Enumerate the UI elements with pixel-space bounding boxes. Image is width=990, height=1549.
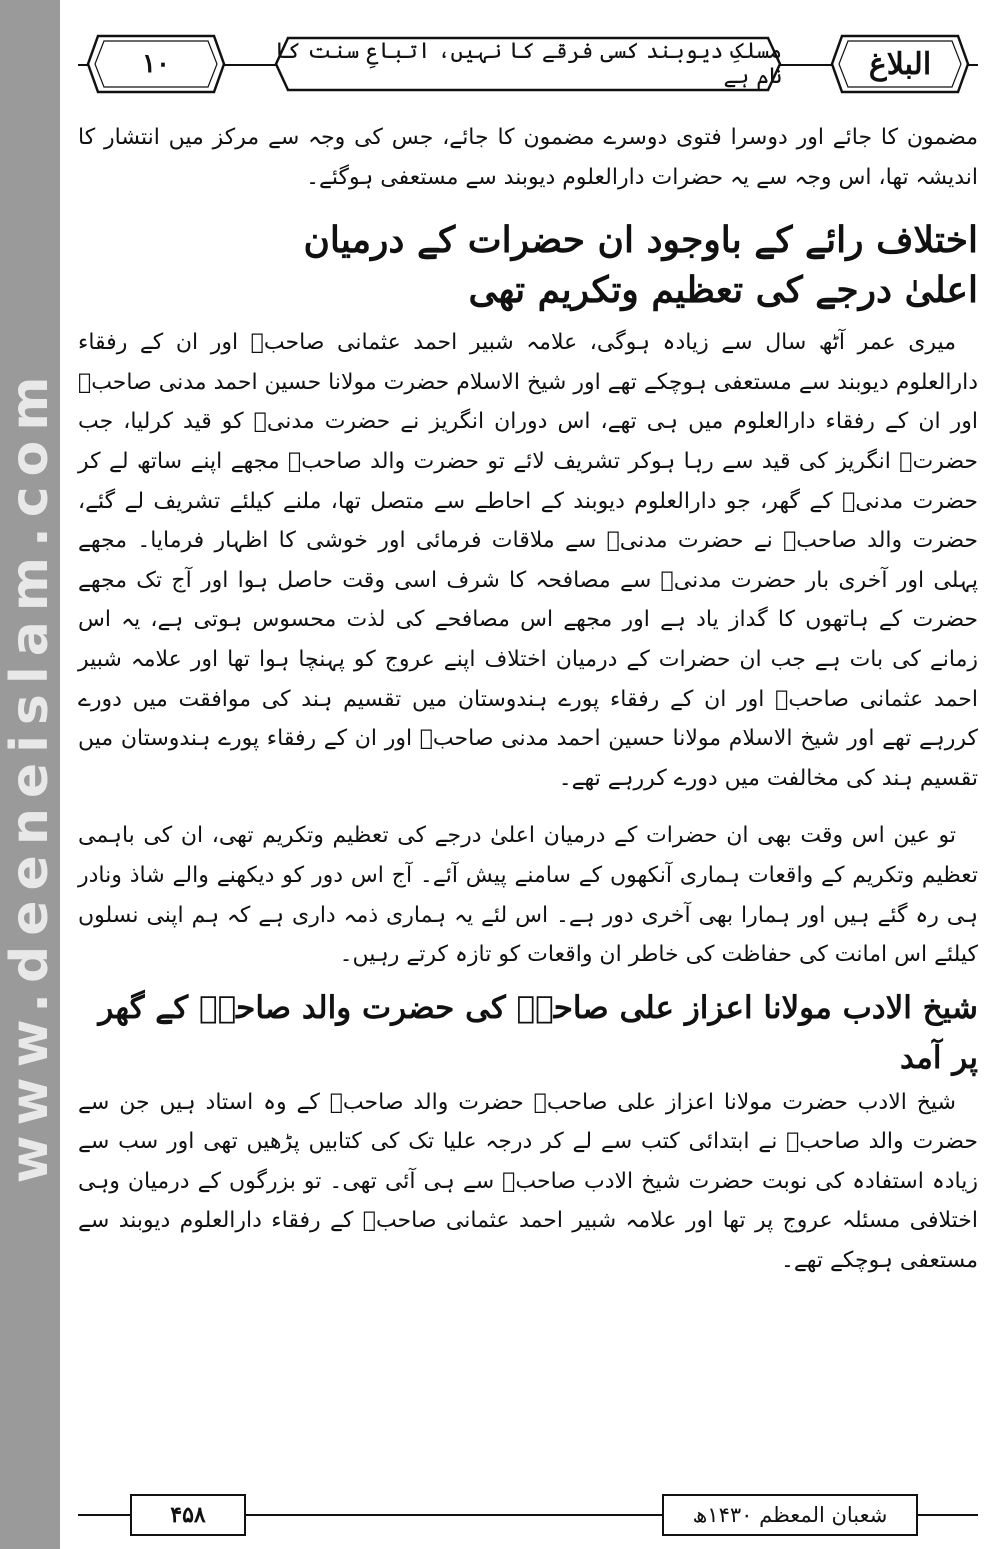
page-footer xyxy=(78,1492,978,1538)
running-title: مسلکِ دیوبند کسی فرقے کا نہیں، اتباعِ سنت کا نام ہے xyxy=(274,39,782,89)
page-number-frame xyxy=(86,34,226,94)
paragraph-2: تو عین اس وقت بھی ان حضرات کے درمیان اعلیٰ درجے کی تعظیم وتکریم تھی، ان کی باہمی تعظیم وتکریم کے واقعات ہماری آنکھوں کے سامنے پیش آئے۔ آج اس دور کو دیکھنے والے شاذ ونادر ہی رہ گئے ہیں اور ہمارا بھی آخری دور ہے۔ اس لئے یہ ہماری ذمہ داری ہے کہ ہم اپنی نسلوں کیلئے اس امانت کی حفاظت کی خاطر ان واقعات کو تازہ کرتے رہیں۔ xyxy=(78,823,978,968)
section-heading-1-line-1: اختلاف رائے کے باوجود ان حضرات کے درمیان xyxy=(303,219,978,262)
watermark-strip xyxy=(0,0,60,1549)
paragraph-3: شیخ الادب حضرت مولانا اعزاز علی صاحبؒ حضرت والد صاحبؒ کے وہ استاد ہیں جن سے حضرت والد صاحبؒ نے ابتدائی کتب سے لے کر درجہ علیا تک کی کتابیں پڑھیں تھی اور سب سے زیادہ استفادہ کی نوبت حضرت شیخ الادب صاحبؒ سے ہی آئی تھی۔ تو بزرگوں کے درمیان وہی اختلافی مسئلہ عروج پر تھا اور علامہ شبیر احمد عثمانی صاحبؒ کے رفقاء دارالعلوم دیوبند سے مستعفی ہوچکے تھے۔ xyxy=(78,1089,978,1274)
paragraph-1: میری عمر آٹھ سال سے زیادہ ہوگی، علامہ شبیر احمد عثمانی صاحبؒ اور ان کے رفقاء دارالعلوم دیوبند سے مستعفی ہوچکے تھے اور شیخ الاسلام حضرت مولانا حسین احمد مدنی صاحبؒ اور ان کے رفقاء دارالعلوم میں ہی تھے، اس دوران انگریز نے حضرت مدنیؒ کو قید کرلیا، جب حضرتؒ انگریز کی قید سے رہا ہوکر تشریف لائے تو حضرت والد صاحبؒ مجھے اپنے ساتھ لے کر حضرت مدنیؒ کے گھر، جو دارالعلوم دیوبند کے احاطے سے متصل تھا، ملنے کیلئے تشریف لے گئے، حضرت والد صاحبؒ نے حضرت مدنیؒ سے ملاقات فرمائی اور خوشی کا اظہار فرمایا۔ مجھے پہلی اور آخری بار حضرت مدنیؒ سے مصافحہ کا شرف اسی وقت حاصل ہوا اور آج تک مجھے حضرت کے ہاتھوں کا گداز یاد ہے اور مجھے اس مصافحے کی لذت محسوس ہوتی ہے، یہ اس زمانے کی بات ہے جب ان حضرات کے درمیان اختلاف اپنے عروج کو پہنچا ہوا تھا اور علامہ شبیر احمد عثمانی صاحبؒ اور ان کے رفقاء پورے ہندوستان میں تقسیم ہند کی موافقت میں دورے کررہے تھے اور شیخ الاسلام مولانا حسین احمد مدنی صاحبؒ اور ان کے رفقاء پورے ہندوستان میں تقسیم ہند کی مخالفت میں دورے کررہے تھے۔ xyxy=(78,330,978,791)
issue-date: شعبان المعظم ۱۴۳۰ھ xyxy=(662,1494,918,1536)
section-heading-2: شیخ الادب مولانا اعزاز علی صاحبؒ کی حضرت والد صاحبؒ کے گھر پر آمد xyxy=(98,989,978,1076)
folio-number: ۴۵۸ xyxy=(130,1494,246,1536)
magazine-page xyxy=(78,0,978,1549)
logo-frame xyxy=(830,34,970,94)
intro-paragraph: مضمون کا جائے اور دوسرا فتوی دوسرے مضمون کا جائے، جس کی وجہ سے مرکز میں انتشار کا اندیشہ تھا، اس وجہ سے یہ حضرات دارالعلوم دیوبند سے مستعفی ہوگئے۔ xyxy=(78,125,978,190)
page-header xyxy=(78,28,978,102)
section-heading-1-line-2: اعلیٰ درجے کی تعظیم وتکریم تھی xyxy=(468,269,978,312)
running-title-frame xyxy=(274,34,782,94)
article-body xyxy=(78,118,978,1281)
page-number: ۱۰ xyxy=(142,49,170,79)
magazine-logo: البلاغ xyxy=(868,46,932,82)
watermark-url: www.deeneislam.com xyxy=(0,366,60,1184)
